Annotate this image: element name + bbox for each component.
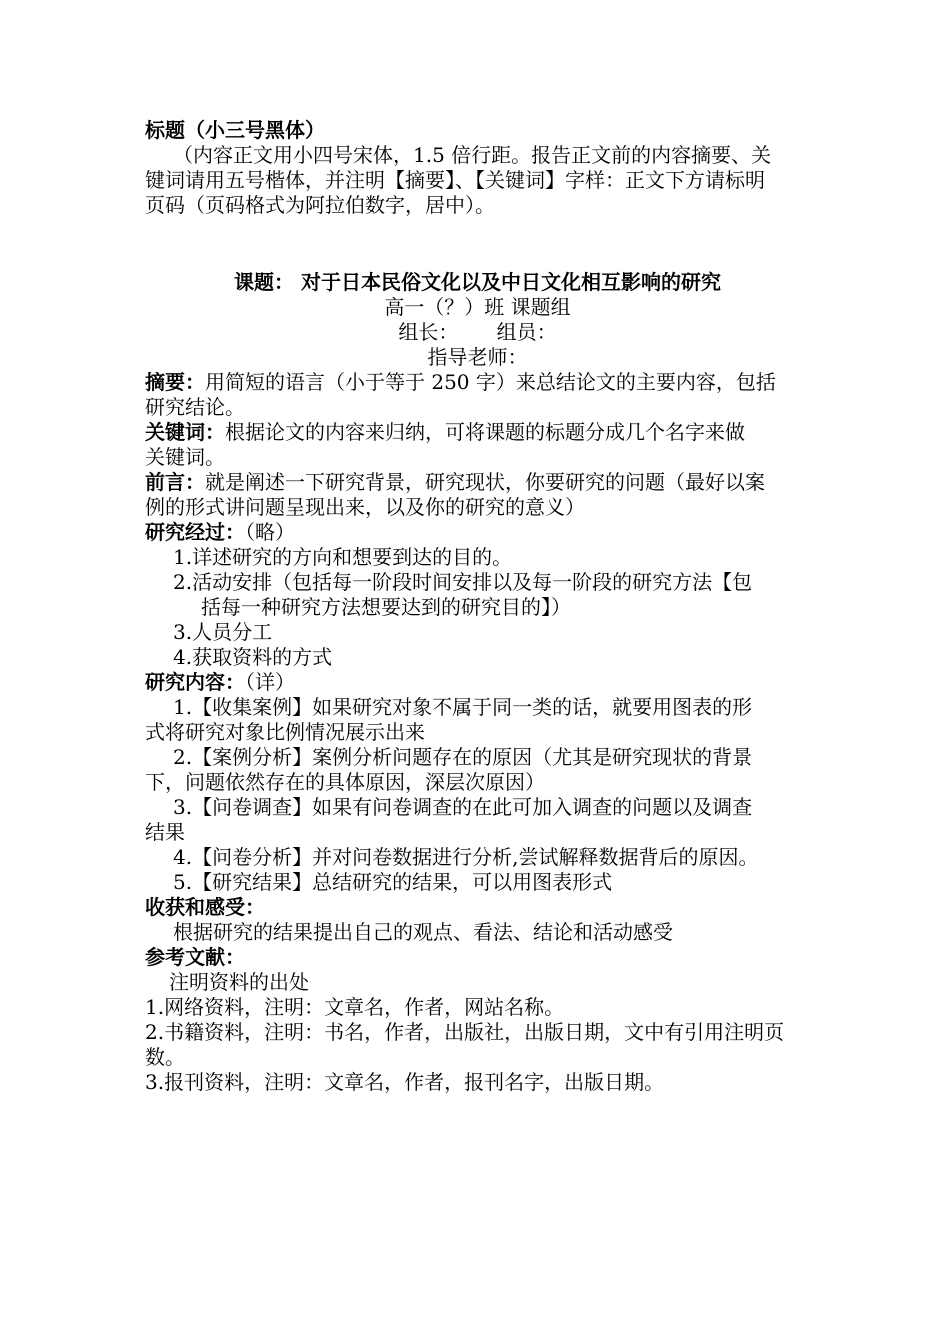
process-label: 研究经过： [145, 520, 245, 544]
advisor: 指导老师： [427, 345, 528, 369]
gains-label: 收获和感受： [145, 895, 265, 919]
class-group: 高一（？）班 课题组 [384, 295, 571, 319]
preface-line-2: 例的形式讲问题呈现出来，以及你的研究的意义） [145, 495, 585, 519]
process-item-3: 3.人员分工 [173, 620, 273, 644]
keywords-line-2: 关键词。 [145, 445, 225, 469]
abstract-label: 摘要： [145, 370, 205, 394]
content-item-3-line-1: 3.【问卷调查】如果有问卷调查的在此可加入调查的问题以及调查 [173, 795, 753, 819]
reference-2-line-1: 2.书籍资料，注明：书名，作者，出版社，出版日期，文中有引用注明页 [145, 1020, 785, 1044]
content-heading [145, 670, 810, 695]
keywords-label: 关键词： [145, 420, 225, 444]
keywords-text-1: 根据论文的内容来归纳，可将课题的标题分成几个名字来做 [225, 420, 745, 444]
content-item-1-line-2: 式将研究对象比例情况展示出来 [145, 720, 425, 744]
format-title: 标题（小三号黑体） [145, 118, 325, 142]
reference-1: 1.网络资料，注明：文章名，作者，网站名称。 [145, 995, 565, 1019]
process-item-2-line-2: 括每一种研究方法想要达到的研究目的】） [201, 595, 571, 619]
reference-3: 3.报刊资料，注明：文章名，作者，报刊名字，出版日期。 [145, 1070, 665, 1094]
content-item-1-line-1: 1.【收集案例】如果研究对象不属于同一类的话，就要用图表的形 [173, 695, 753, 719]
keywords-line-1 [145, 420, 810, 445]
preface-label: 前言： [145, 470, 205, 494]
spacer [145, 218, 810, 270]
process-item-1: 1.详述研究的方向和想要到达的目的。 [173, 545, 513, 569]
content-label: 研究内容： [145, 670, 245, 694]
content-item-3-line-2: 结果 [145, 820, 185, 844]
document-page [145, 118, 810, 1095]
preface-line-1 [145, 470, 810, 495]
content-item-2-line-2: 下，问题依然存在的具体原因，深层次原因） [145, 770, 545, 794]
abstract-text-1: 用简短的语言（小于等于 250 字）来总结论文的主要内容，包括 [205, 370, 776, 394]
format-note-line-2: 键词请用五号楷体，并注明【摘要】、【关键词】字样：正文下方请标明 [145, 168, 765, 192]
content-item-4: 4.【问卷分析】并对问卷数据进行分析,尝试解释数据背后的原因。 [173, 845, 759, 869]
process-item-2-line-1: 2.活动安排（包括每一阶段时间安排以及每一阶段的研究方法【包 [173, 570, 753, 594]
content-item-5: 5.【研究结果】总结研究的结果，可以用图表形式 [173, 870, 613, 894]
gains-text: 根据研究的结果提出自己的观点、看法、结论和活动感受 [173, 920, 673, 944]
references-label: 参考文献： [145, 945, 245, 969]
references-note: 注明资料的出处 [169, 970, 309, 994]
reference-2-line-2: 数。 [145, 1045, 185, 1069]
preface-text-1: 就是阐述一下研究背景，研究现状，你要研究的问题（最好以案 [205, 470, 765, 494]
topic-title: 课题： 对于日本民俗文化以及中日文化相互影响的研究 [234, 270, 721, 294]
group-members: 组长： 组员： [398, 320, 557, 344]
process-note: （略） [245, 520, 295, 544]
format-note-line-1: （内容正文用小四号宋体，1.5 倍行距。报告正文前的内容摘要、关 [173, 143, 772, 167]
process-item-4: 4.获取资料的方式 [173, 645, 333, 669]
abstract-line-2: 研究结论。 [145, 395, 245, 419]
process-heading [145, 520, 810, 545]
abstract-line-1 [145, 370, 810, 395]
content-note: （详） [245, 670, 295, 694]
format-note-line-3: 页码（页码格式为阿拉伯数字，居中）。 [145, 193, 495, 217]
content-item-2-line-1: 2.【案例分析】案例分析问题存在的原因（尤其是研究现状的背景 [173, 745, 753, 769]
